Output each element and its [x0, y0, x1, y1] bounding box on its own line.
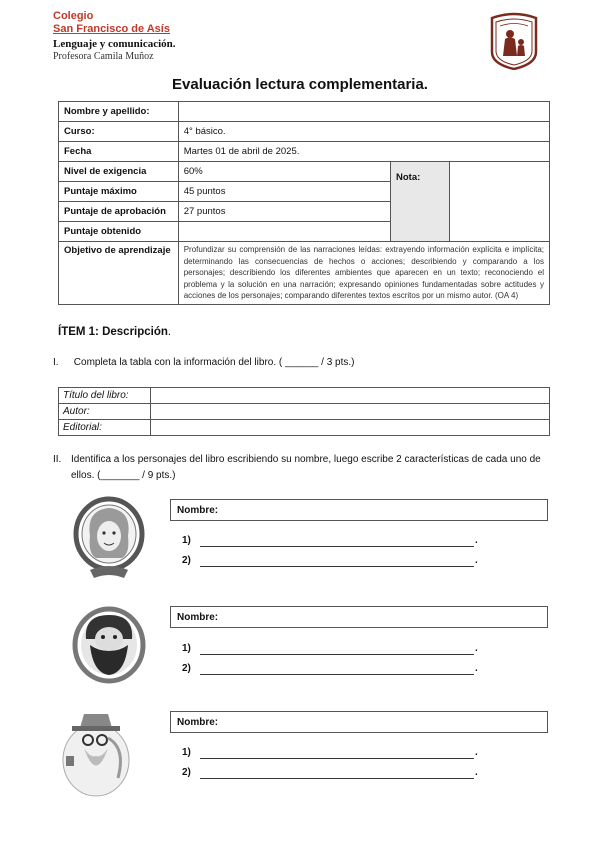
objective-text: Profundizar su comprensión de las narraciones leídas: extrayendo información explícita e implícita; determinando las consecuencias de hechos o acciones; describiendo y comparando a los personajes; describiendo los diferentes ambientes que aparecen en un texto; reconociendo el problema y la solución en una narración; expresando opiniones fundamentadas sobre actitudes y acciones de los personajes; comparando diferentes textos escritos por un mismo autor. (OA 4): [178, 242, 549, 305]
trait-number: 2): [182, 555, 191, 566]
school-line1: Colegio: [53, 10, 94, 22]
trait-number: 1): [182, 535, 191, 546]
answer-line: [200, 778, 474, 779]
page-title: Evaluación lectura complementaria.: [172, 76, 428, 93]
subject: Lenguaje y comunicación.: [53, 38, 176, 50]
pass-score-value: 27 puntos: [178, 202, 390, 222]
character-portrait-wizard: [58, 708, 134, 800]
objective-label: Objetivo de aprendizaje: [59, 242, 179, 305]
question-1: [53, 357, 355, 368]
book-table: [58, 387, 550, 436]
question-1-number: I.: [53, 357, 59, 368]
line-end: .: [475, 663, 478, 674]
answer-line: [200, 546, 474, 547]
answer-line: [200, 758, 474, 759]
info-table: [58, 101, 550, 305]
book-author-label: Autor:: [59, 404, 151, 420]
school-name: San Francisco de Asís: [53, 23, 170, 35]
answer-line: [200, 566, 474, 567]
question-2-text: Identifica a los personajes del libro escribiendo su nombre, luego escribe 2 características de cada uno de ellos. (_______ / 9 pts.): [71, 454, 541, 481]
item1-heading-text: ÍTEM 1: Descripción: [58, 326, 168, 338]
character-3-trait-1[interactable]: [182, 747, 478, 758]
answer-line: [200, 674, 474, 675]
line-end: .: [475, 535, 478, 546]
character-2-trait-1[interactable]: [182, 643, 478, 654]
character-2-trait-2[interactable]: [182, 663, 478, 674]
character-portrait-bearded-man: [60, 603, 158, 687]
question-2: [53, 452, 548, 484]
line-end: .: [475, 767, 478, 778]
book-publisher-label: Editorial:: [59, 420, 151, 436]
book-publisher-field[interactable]: [151, 420, 550, 436]
nota-field[interactable]: [450, 162, 550, 242]
level-value: 60%: [178, 162, 390, 182]
book-title-label: Título del libro:: [59, 388, 151, 404]
trait-number: 1): [182, 747, 191, 758]
book-author-field[interactable]: [151, 404, 550, 420]
book-title-field[interactable]: [151, 388, 550, 404]
character-1-trait-2[interactable]: [182, 555, 478, 566]
level-label: Nivel de exigencia: [59, 162, 179, 182]
character-1-name-field[interactable]: Nombre:: [170, 499, 548, 521]
obtained-score-label: Puntaje obtenido: [59, 222, 179, 242]
date-value: Martes 01 de abril de 2025.: [178, 142, 549, 162]
pass-score-label: Puntaje de aprobación: [59, 202, 179, 222]
item1-heading-period: .: [167, 326, 172, 338]
obtained-score-field[interactable]: [178, 222, 390, 242]
trait-number: 1): [182, 643, 191, 654]
nota-label: Nota:: [391, 162, 450, 242]
character-3-name-field[interactable]: Nombre:: [170, 711, 548, 733]
name-field[interactable]: [178, 102, 549, 122]
date-label: Fecha: [59, 142, 179, 162]
question-2-number: II.: [53, 454, 62, 465]
course-value: 4° básico.: [178, 122, 549, 142]
item1-heading: [58, 326, 171, 338]
character-1-trait-1[interactable]: [182, 535, 478, 546]
question-1-text: Completa la tabla con la información del libro. ( ______ / 3 pts.): [73, 357, 355, 368]
name-label: Nombre y apellido:: [59, 102, 179, 122]
school-logo: [488, 12, 540, 70]
course-label: Curso:: [59, 122, 179, 142]
character-3-trait-2[interactable]: [182, 767, 478, 778]
character-2-name-field[interactable]: Nombre:: [170, 606, 548, 628]
trait-number: 2): [182, 767, 191, 778]
line-end: .: [475, 643, 478, 654]
teacher: Profesora Camila Muñoz: [53, 51, 154, 62]
character-portrait-girl: [60, 496, 158, 580]
max-score-value: 45 puntos: [178, 182, 390, 202]
line-end: .: [475, 747, 478, 758]
trait-number: 2): [182, 663, 191, 674]
line-end: .: [475, 555, 478, 566]
answer-line: [200, 654, 474, 655]
max-score-label: Puntaje máximo: [59, 182, 179, 202]
